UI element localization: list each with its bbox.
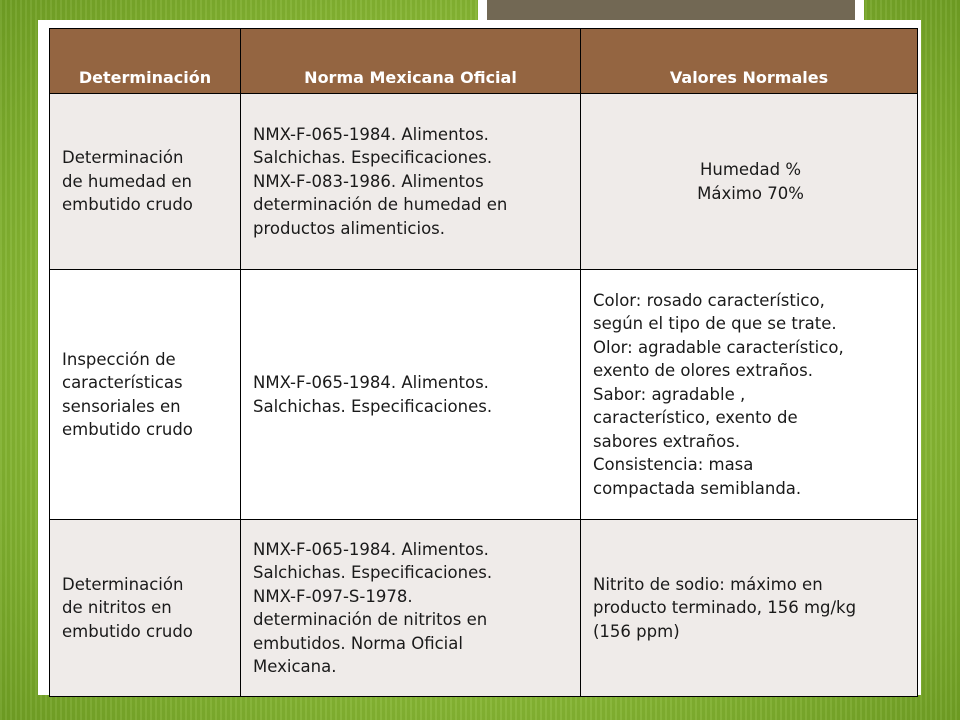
text-line: NMX-F-065-1984. Alimentos. [253, 539, 489, 559]
text-line: Determinación [62, 574, 184, 594]
text-line: sensoriales en [62, 396, 181, 416]
text-line: NMX-F-083-1986. Alimentos [253, 171, 484, 191]
text-line: Máximo 70% [697, 183, 804, 203]
text-line: características [62, 373, 183, 392]
text-line: NMX-F-065-1984. Alimentos. [253, 124, 489, 144]
text-line: embutido crudo [62, 621, 193, 641]
cell-determinacion [50, 94, 241, 270]
text-line: determinación de nitritos en [253, 610, 488, 629]
table-row [50, 520, 918, 697]
cell-norma [241, 520, 581, 697]
text-line: compactada semiblanda. [593, 478, 802, 498]
slide-decor-tab-inner [487, 0, 855, 22]
text-line: sabores extraños. [593, 431, 741, 451]
text-line: de humedad en [62, 171, 192, 191]
cell-valores [581, 520, 918, 697]
cell-valores [581, 270, 918, 520]
text-line: de nitritos en [62, 598, 172, 618]
cell-norma [241, 270, 581, 520]
text-line: Determinación [62, 148, 184, 168]
text-line: Color: rosado característico, [593, 290, 825, 310]
text-line: Salchichas. Especificaciones. [253, 148, 493, 168]
text-line: Inspección de [62, 349, 176, 369]
header-valores: Valores Normales [581, 29, 918, 94]
text-line: según el tipo de que se trate. [593, 314, 837, 334]
text-line: (156 ppm) [593, 621, 680, 641]
text-line: NMX-F-065-1984. Alimentos. [253, 373, 489, 392]
text-line: Humedad % [699, 160, 802, 179]
text-line: característico, exento de [593, 408, 798, 428]
header-norma: Norma Mexicana Oficial [241, 29, 581, 94]
text-line: Mexicana. [253, 657, 337, 676]
text-line: Olor: agradable característico, [593, 337, 844, 357]
text-line: producto terminado, 156 mg/kg [593, 598, 857, 618]
text-line: Salchichas. Especificaciones. [253, 396, 493, 416]
text-line: embutido crudo [62, 195, 193, 215]
text-line: productos alimenticios. [253, 218, 446, 238]
text-line: embutido crudo [62, 420, 193, 439]
table-header-row [50, 29, 918, 94]
norms-table [49, 28, 918, 697]
cell-norma [241, 94, 581, 270]
text-line: Sabor: agradable , [593, 384, 746, 404]
table-row [50, 270, 918, 520]
cell-valores [581, 94, 918, 270]
text-line: exento de olores extraños. [593, 361, 813, 381]
text-line: determinación de humedad en [253, 195, 508, 215]
header-determinacion: Determinación [50, 29, 241, 94]
cell-determinacion [50, 270, 241, 520]
text-line: Consistencia: masa [593, 455, 754, 475]
text-line: NMX-F-097-S-1978. [253, 586, 413, 606]
text-line: Nitrito de sodio: máximo en [593, 574, 823, 594]
text-line: embutidos. Norma Oficial [253, 633, 463, 653]
text-line: Salchichas. Especificaciones. [253, 563, 493, 582]
table-row [50, 94, 918, 270]
cell-determinacion [50, 520, 241, 697]
